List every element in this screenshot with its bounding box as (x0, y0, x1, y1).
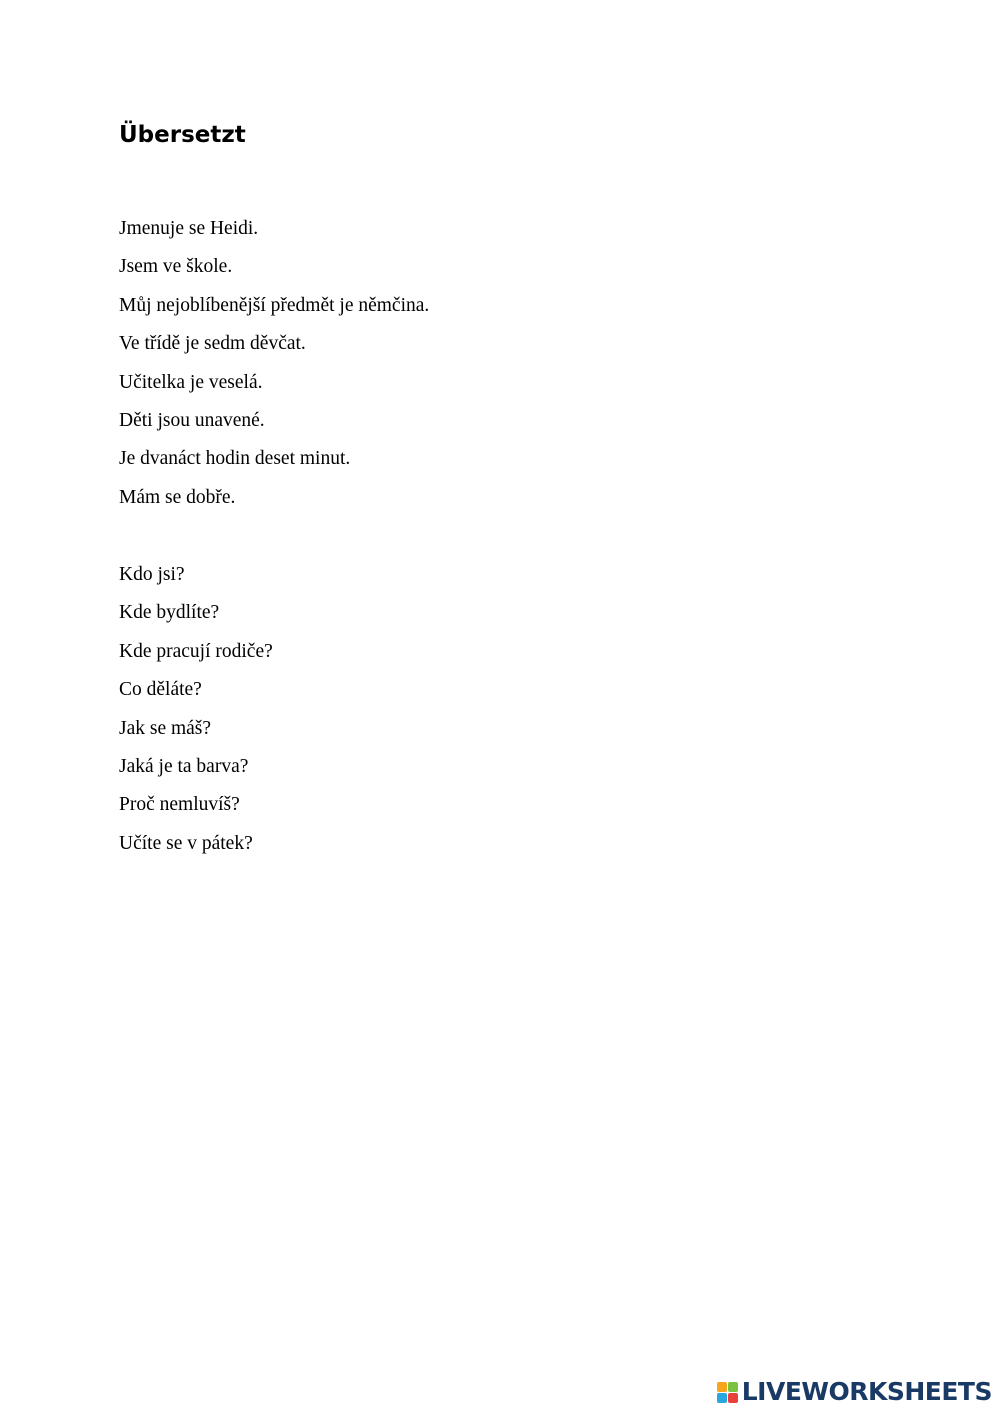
list-item: Kdo jsi? (119, 564, 185, 585)
list-item: Jmenuje se Heidi. (119, 218, 259, 239)
list-item: Jsem ve škole. (119, 256, 233, 278)
list-item: Mám se dobře. (119, 486, 236, 508)
list-item: Ve třídě je sedm děvčat. (119, 333, 306, 355)
logo-square (717, 1382, 727, 1392)
list-item: Jaká je ta barva? (119, 755, 249, 777)
liveworksheets-logo-icon (717, 1382, 738, 1403)
sentence-group-2 (119, 560, 273, 867)
list-item: Je dvanáct hodin deset minut. (119, 448, 351, 470)
list-item: Jak se máš? (119, 717, 212, 739)
list-item: Proč nemluvíš? (119, 794, 240, 816)
list-item: Kde pracují rodiče? (119, 640, 273, 662)
brand-wordmark: LIVEWORKSHEETS (741, 1377, 992, 1406)
list-item: Učíte se v pátek? (119, 832, 253, 854)
sentence-group-1 (119, 214, 429, 521)
list-item: Kde bydlíte? (119, 602, 220, 624)
list-item: Co děláte? (119, 679, 202, 701)
list-item: Učitelka je veselá. (119, 371, 263, 393)
list-item: Můj nejoblíbenější předmět je němčina. (119, 294, 430, 316)
liveworksheets-branding (717, 1377, 992, 1407)
page-title: Übersetzt (119, 122, 246, 148)
list-item: Děti jsou unavené. (119, 409, 265, 431)
logo-square (728, 1393, 738, 1403)
logo-square (717, 1393, 727, 1403)
logo-square (728, 1382, 738, 1392)
